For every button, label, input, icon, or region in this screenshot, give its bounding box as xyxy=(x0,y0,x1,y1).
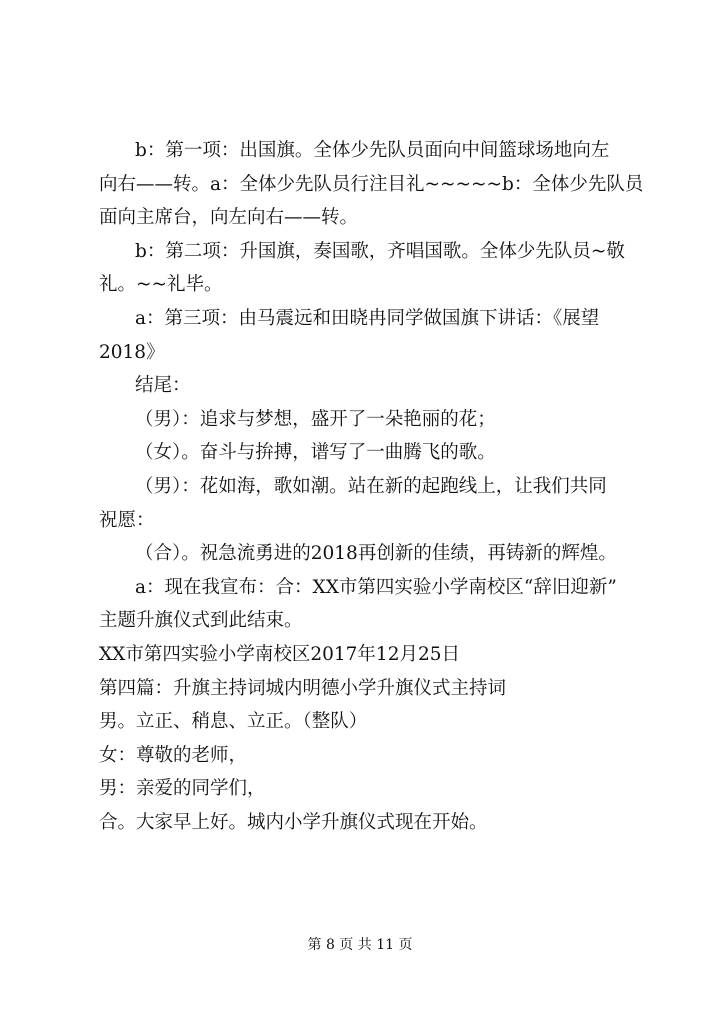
text-line-17: 第四篇：升旗主持词城内明德小学升旗仪式主持词 xyxy=(99,677,507,699)
text-line-18: 男。立正、稍息、立正。（整队） xyxy=(99,711,368,733)
text-line-2: 向右——转。a：全体少先队员行注目礼~~~~~b：全体少先队员 xyxy=(99,173,644,195)
text-line-9: （男）：追求与梦想，盛开了一朵艳丽的花； xyxy=(135,408,496,430)
text-line-3: 面向主席台，向左向右——转。 xyxy=(99,207,359,229)
text-line-14: a：现在我宣布：合：XX市第四实验小学南校区“辞旧迎新” xyxy=(135,576,617,598)
text-line-19: 女：尊敬的老师， xyxy=(99,744,248,766)
text-line-13: （合）。祝急流勇进的2018再创新的佳绩，再铸新的辉煌。 xyxy=(135,543,617,565)
text-line-7: 2018》 xyxy=(99,341,165,363)
text-line-5: 礼。~~礼毕。 xyxy=(99,274,223,296)
text-line-20: 男：亲爱的同学们， xyxy=(99,778,266,800)
text-line-21: 合。大家早上好。城内小学升旗仪式现在开始。 xyxy=(99,811,488,833)
text-line-8: 结尾： xyxy=(135,375,191,397)
text-line-16: XX市第四实验小学南校区2017年12月25日 xyxy=(99,643,461,665)
text-line-15: 主题升旗仪式到此结束。 xyxy=(99,610,303,632)
text-line-6: a：第三项：由马震远和田晓冉同学做国旗下讲话：《展望 xyxy=(135,307,600,329)
document-body xyxy=(99,134,655,839)
text-line-10: （女）。奋斗与拚搏，谱写了一曲腾飞的歌。 xyxy=(135,442,496,464)
page-footer: 第 8 页 共 11 页 xyxy=(307,937,413,953)
text-line-4: b：第二项：升国旗，奏国歌，齐唱国歌。全体少先队员~敬 xyxy=(135,240,625,262)
text-line-12: 祝愿： xyxy=(99,509,155,531)
text-line-1: b：第一项：出国旗。全体少先队员面向中间篮球场地向左 xyxy=(135,140,610,161)
text-line-11: （男）：花如海，歌如潮。站在新的起跑线上，让我们共同 xyxy=(135,475,607,497)
